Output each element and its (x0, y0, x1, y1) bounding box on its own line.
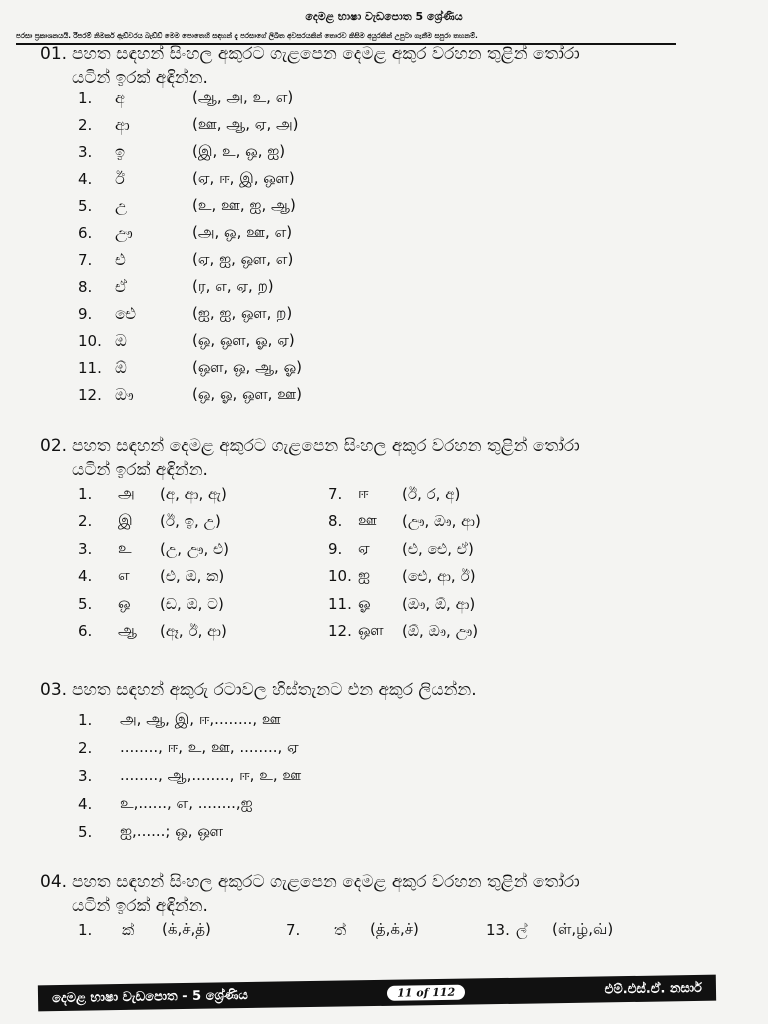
list-item (78, 762, 301, 790)
sinhala-options: (උ, ඌ, එ) (160, 539, 230, 558)
sinhala-letter: ආ (115, 114, 130, 134)
q4-item-1-number: 1. (78, 921, 93, 939)
item-number: 9. (328, 539, 343, 558)
item-number: 9. (78, 304, 93, 323)
list-item (78, 734, 301, 762)
tamil-options: (இ, உ, ஒ, ஐ) (192, 141, 286, 160)
sinhala-options: (ඩ, ඔ, ට) (160, 594, 224, 613)
q4-item-13-number: 13. (486, 921, 510, 939)
item-number: 7. (328, 484, 343, 503)
sinhala-letter: උ (115, 195, 128, 215)
page-footer (38, 975, 716, 1012)
tamil-letter: எ (118, 566, 130, 585)
question-4-number: 04. (40, 872, 68, 892)
tamil-letter: ஊ (358, 511, 377, 530)
item-number: 12. (328, 622, 352, 641)
item-number: 12. (78, 385, 102, 404)
tamil-letter: ஒ (118, 593, 131, 612)
list-item (78, 818, 301, 846)
tamil-options: (ஊ, ஆ, ஏ, அ) (192, 114, 299, 133)
sinhala-options: (ඌ, ඖ, ආ) (402, 512, 481, 531)
item-number: 4. (78, 795, 93, 813)
letter-sequence: ........, ஆ,........, ஈ, உ, ஊ (120, 766, 302, 784)
tamil-letter: ஓ (358, 593, 371, 612)
question-2-number: 02. (40, 436, 68, 456)
sinhala-options: (ඕ, ඖ, ඌ) (402, 622, 479, 641)
tamil-letter: ஐ (358, 566, 371, 585)
list-item (78, 192, 302, 219)
question-3-number: 03. (40, 680, 68, 700)
letter-sequence: ஐ,......; ஒ, ஔ (120, 822, 223, 840)
tamil-options: (உ, ஊ, ஐ, ஆ) (192, 195, 296, 214)
tamil-options: (ஆ, அ, உ, எ) (192, 87, 294, 106)
sinhala-options: (එ, ඔ, ක) (160, 567, 225, 586)
tamil-letter: ஔ (358, 621, 384, 640)
question-4-items (78, 920, 718, 940)
question-4-text: පහත සඳහන් සිංහල අකුරට ගැළපෙන දෙමළ අකුර වරහන තුළින් තෝරා (72, 872, 580, 892)
sinhala-letter: ඖ (115, 384, 134, 404)
item-number: 11. (78, 358, 102, 377)
question-2 (40, 434, 730, 482)
item-number: 3. (78, 767, 93, 785)
item-number: 1. (78, 88, 93, 107)
item-number: 8. (78, 277, 93, 296)
footer-title: දෙමළ භාෂා වැඩපොත - 5 ශ්‍රේණිය (51, 987, 248, 1006)
item-number: 4. (78, 567, 93, 586)
item-number: 3. (78, 539, 93, 558)
tamil-options: (ஒ, ஔ, ஓ, ஏ) (192, 330, 295, 349)
list-item (78, 138, 302, 165)
item-number: 1. (78, 711, 93, 729)
question-3 (40, 678, 730, 702)
q4-item-1-letter: ක් (122, 921, 135, 939)
q4-item-7-options: (த்,க்,ச்) (370, 920, 419, 938)
tamil-options: (ஏ, ஈ, இ, ஔ) (192, 168, 295, 187)
sinhala-options: (ඊ, ඉ, උ) (160, 512, 221, 531)
sinhala-options: (ඓ, ආ, ඊ) (402, 567, 476, 586)
q4-item-13-options: (ள்,ழ்,வ்) (552, 920, 614, 938)
q4-item-7-number: 7. (286, 921, 301, 939)
question-2-list (78, 480, 481, 645)
list-item (78, 381, 302, 408)
page-header: දෙමළ භාෂා වැඩපොත 5 ශ්‍රේණිය (305, 10, 463, 23)
list-item (78, 480, 481, 508)
list-item (78, 535, 481, 563)
sinhala-letter: ඔ (115, 330, 127, 350)
q4-item-1-options: (க்,ச்,த்) (162, 920, 211, 938)
letter-sequence: அ, ஆ, இ, ஈ,........, ஊ (120, 710, 281, 728)
list-item (78, 618, 481, 646)
item-number: 6. (78, 622, 93, 641)
tamil-letter: இ (118, 511, 133, 530)
question-1-text-cont: යටින් ඉරක් අඳින්න. (72, 68, 208, 88)
letter-sequence: உ,......, எ, ........,ஐ (120, 794, 253, 812)
tamil-letter: அ (118, 483, 135, 502)
tamil-options: (ஐ, ஐ, ஔ, ற) (192, 303, 293, 322)
tamil-options: (ர, எ, ஏ, ற) (192, 276, 274, 295)
list-item (78, 508, 481, 536)
list-item (78, 84, 302, 111)
item-number: 6. (78, 223, 93, 242)
sinhala-letter: ඊ (115, 168, 125, 188)
item-number: 8. (328, 512, 343, 531)
question-3-list (78, 706, 301, 846)
sinhala-letter: ඒ (115, 276, 127, 296)
question-3-text: පහත සඳහන් අකුරු රටාවල හිස්තැනට එන අකුර ලියන්න. (72, 680, 477, 700)
tamil-options: (ஒ, ஓ, ஔ, ஊ) (192, 384, 302, 403)
sinhala-letter: ඓ (115, 303, 137, 323)
sinhala-options: (ඈ, ඊ, ආ) (160, 622, 227, 641)
q4-item-7-letter: ත් (334, 921, 347, 939)
question-2-text-cont: යටින් ඉරක් අඳින්න. (72, 460, 208, 480)
tamil-options: (ஔ, ஒ, ஆ, ஓ) (192, 357, 303, 376)
item-number: 10. (328, 567, 352, 586)
list-item (78, 246, 302, 273)
sinhala-letter: අ (115, 87, 125, 107)
item-number: 2. (78, 512, 93, 531)
item-number: 5. (78, 196, 93, 215)
question-1-number: 01. (40, 44, 68, 64)
tamil-letter: ஆ (118, 621, 137, 640)
item-number: 5. (78, 823, 93, 841)
list-item (78, 790, 301, 818)
question-1-text: පහත සඳහන් සිංහල අකුරට ගැළපෙන දෙමළ අකුර වරහන තුළින් තෝරා (72, 44, 580, 64)
copyright-note: පරසා ප්‍රකාශනයයි. රීපරම් නිමකර් ඇඩ්වරය බැඩ්ඩ් මෙම පොතෙහි සඳහන් දැ පරසාගේ ලිඛිත අවසරයකින් තොරව කිසිම අයුරකින් උපුටා ගැනීම සපුරා තහනම්. (16, 32, 676, 45)
item-number: 3. (78, 142, 93, 161)
list-item (78, 111, 302, 138)
list-item (78, 273, 302, 300)
item-number: 1. (78, 484, 93, 503)
sinhala-options: (ඖ, ඕ, ආ) (402, 594, 476, 613)
q4-item-13-letter: ල් (516, 921, 528, 939)
list-item (78, 165, 302, 192)
list-item (78, 300, 302, 327)
item-number: 7. (78, 250, 93, 269)
list-item (78, 354, 302, 381)
list-item (78, 590, 481, 618)
tamil-options: (ஏ, ஐ, ஔ, எ) (192, 249, 294, 268)
list-item (78, 706, 301, 734)
tamil-letter: ஈ (358, 483, 369, 502)
list-item (78, 563, 481, 591)
tamil-options: (அ, ஒ, ஊ, எ) (192, 222, 293, 241)
question-4-text-cont: යටින් ඉරක් අඳින්න. (72, 896, 208, 916)
item-number: 2. (78, 115, 93, 134)
item-number: 11. (328, 594, 352, 613)
sinhala-letter: ඌ (115, 222, 133, 242)
sinhala-options: (අ, ආ, ඇ) (160, 484, 227, 503)
item-number: 2. (78, 739, 93, 757)
footer-author: එම්.එස්.ඒ. නසාර් (604, 980, 703, 997)
sinhala-letter: ඉ (115, 141, 126, 161)
list-item (78, 327, 302, 354)
page-number: 11 of 112 (387, 984, 465, 1000)
question-4 (40, 870, 730, 918)
tamil-letter: உ (118, 538, 132, 557)
sinhala-letter: ඕ (115, 357, 127, 377)
item-number: 5. (78, 594, 93, 613)
question-1 (40, 42, 730, 90)
sinhala-letter: එ (115, 249, 126, 269)
sinhala-options: (එ, ඓ, ඒ) (402, 539, 474, 558)
question-1-list (78, 84, 302, 408)
letter-sequence: ........, ஈ, உ, ஊ, ........, ஏ (120, 738, 299, 756)
item-number: 4. (78, 169, 93, 188)
tamil-letter: ஏ (358, 538, 370, 557)
item-number: 10. (78, 331, 102, 350)
sinhala-options: (ඊ, ර, අ) (402, 484, 461, 503)
list-item (78, 219, 302, 246)
question-2-text: පහත සඳහන් දෙමළ අකුරට ගැළපෙන සිංහල අකුර වරහන තුළින් තෝරා (72, 436, 580, 456)
